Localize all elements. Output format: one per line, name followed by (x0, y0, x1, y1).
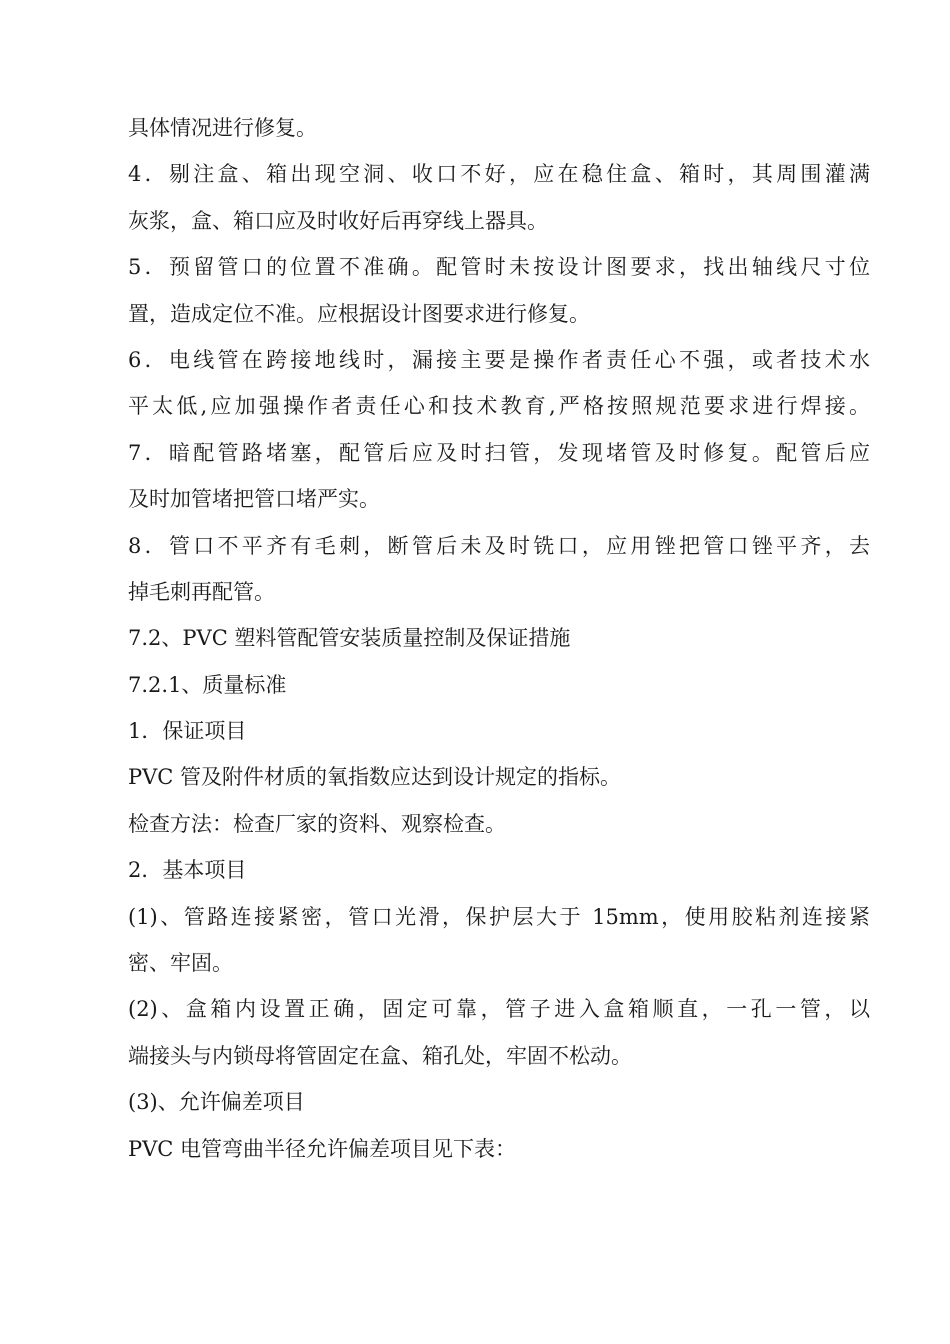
paragraph-line: 密、牢固。 (128, 951, 233, 976)
paragraph-line: 4．剔注盒、箱出现空洞、收口不好，应在稳住盒、箱时，其周围灌满 (128, 162, 870, 187)
paragraph-line: 检查方法：检查厂家的资料、观察检查。 (128, 811, 506, 836)
document-body (128, 105, 870, 1172)
subsection-heading: 7.2.1、质量标准 (128, 672, 287, 697)
paragraph-line: 置，造成定位不准。应根据设计图要求进行修复。 (128, 301, 590, 326)
paragraph-line: 灰浆，盒、箱口应及时收好后再穿线上器具。 (128, 208, 548, 233)
item-heading: 1．保证项目 (128, 719, 247, 744)
paragraph-line: PVC 管及附件材质的氧指数应达到设计规定的指标。 (128, 765, 622, 790)
section-heading: 7.2、PVC 塑料管配管安装质量控制及保证措施 (128, 626, 571, 651)
paragraph-line: 6．电线管在跨接地线时，漏接主要是操作者责任心不强，或者技术水 (128, 347, 870, 372)
paragraph-line: 掉毛刺再配管。 (128, 579, 275, 604)
paragraph-line: 及时加管堵把管口堵严实。 (128, 487, 380, 512)
paragraph-line: (2)、盒箱内设置正确，固定可靠，管子进入盒箱顺直，一孔一管，以 (128, 997, 870, 1022)
item-heading: 2．基本项目 (128, 858, 247, 883)
paragraph-line: 7．暗配管路堵塞，配管后应及时扫管，发现堵管及时修复。配管后应 (128, 440, 870, 465)
paragraph-line: 具体情况进行修复。 (128, 116, 317, 140)
paragraph-line: 8．管口不平齐有毛刺，断管后未及时铣口，应用锉把管口锉平齐，去 (128, 533, 870, 558)
paragraph-line: (1)、管路连接紧密，管口光滑，保护层大于 15mm，使用胶粘剂连接紧 (128, 904, 870, 929)
item-heading: (3)、允许偏差项目 (128, 1090, 305, 1115)
paragraph-line: PVC 电管弯曲半径允许偏差项目见下表： (128, 1136, 517, 1161)
paragraph-line: 端接头与内锁母将管固定在盒、箱孔处，牢固不松动。 (128, 1043, 632, 1068)
paragraph-line: 5．预留管口的位置不准确。配管时未按设计图要求，找出轴线尺寸位 (128, 255, 870, 280)
paragraph-line: 平太低,应加强操作者责任心和技术教育,严格按照规范要求进行焊接。 (128, 394, 870, 419)
